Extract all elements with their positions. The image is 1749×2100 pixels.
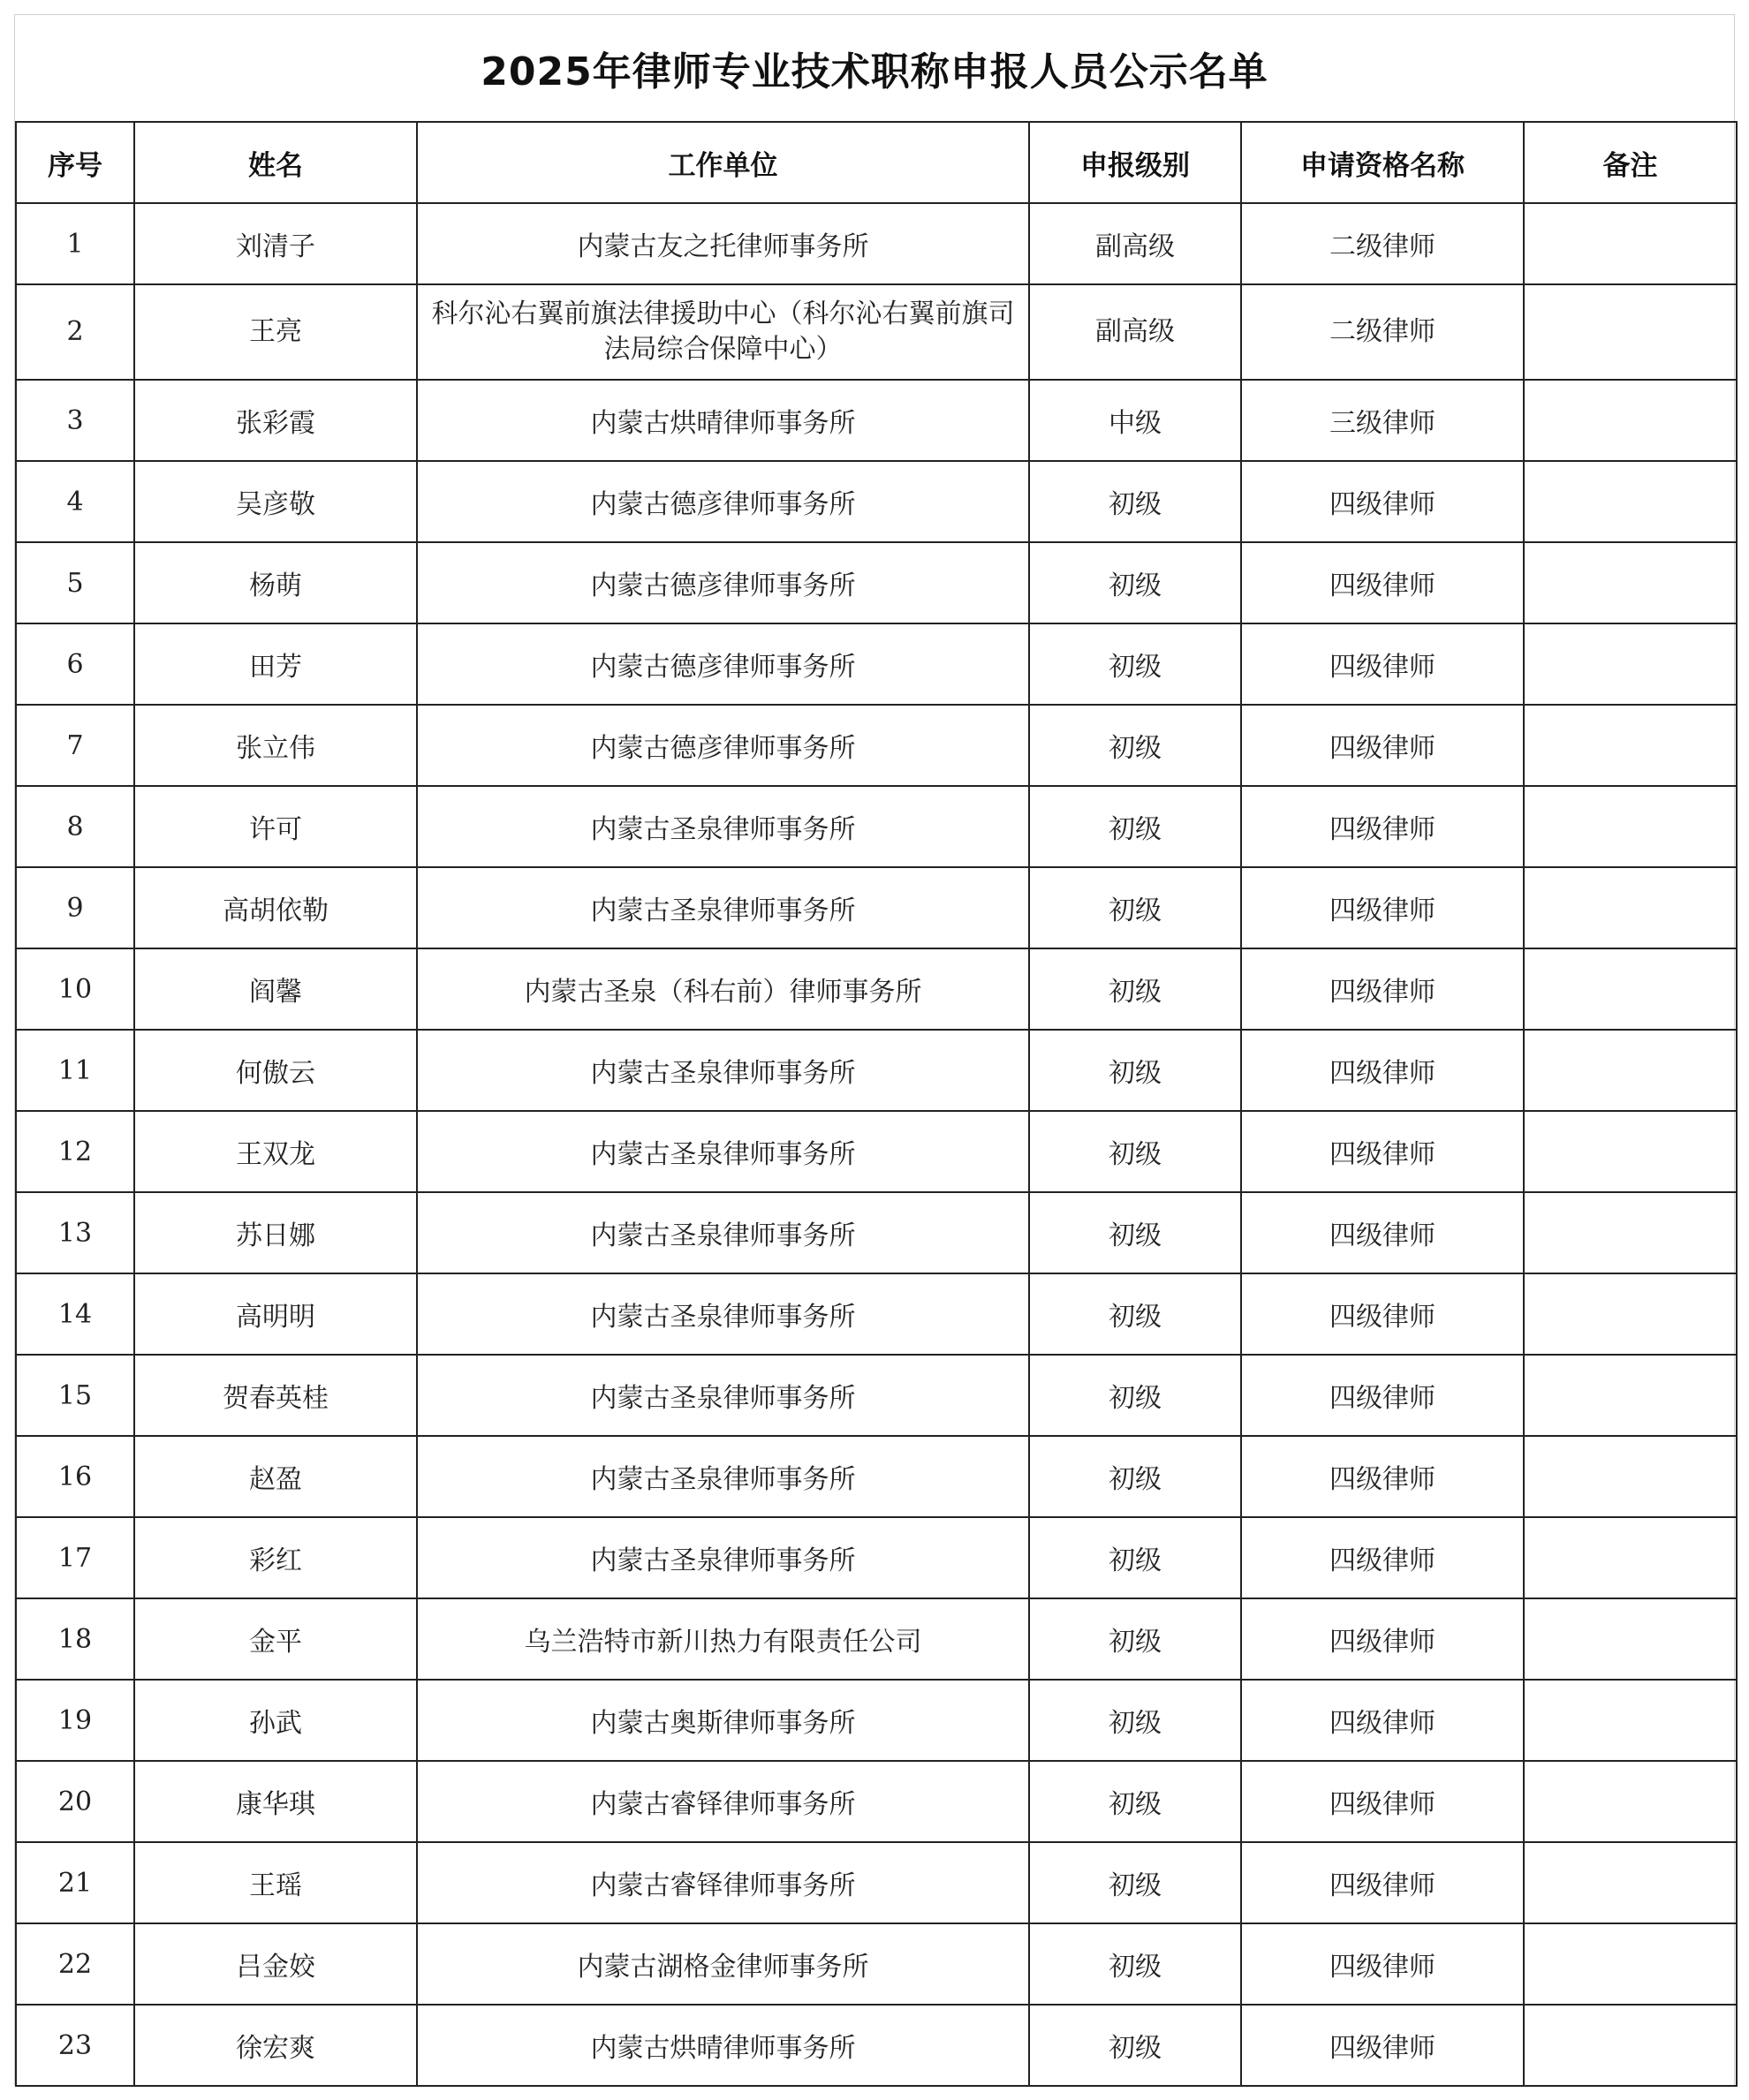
cell-number: 16 [16,1436,134,1517]
cell-level: 初级 [1029,1923,1241,2005]
cell-level: 初级 [1029,2005,1241,2086]
table-row [16,1355,1737,1436]
cell-remark [1524,1517,1737,1598]
cell-name: 杨萌 [134,542,417,623]
cell-number: 20 [16,1761,134,1842]
cell-remark [1524,1761,1737,1842]
cell-number: 11 [16,1030,134,1111]
cell-unit: 内蒙古友之托律师事务所 [417,203,1029,284]
cell-name: 张立伟 [134,705,417,786]
cell-unit: 内蒙古圣泉（科右前）律师事务所 [417,948,1029,1030]
cell-unit: 内蒙古圣泉律师事务所 [417,1111,1029,1192]
cell-remark [1524,380,1737,461]
cell-qualification: 四级律师 [1241,1436,1524,1517]
cell-name: 阎馨 [134,948,417,1030]
cell-level: 初级 [1029,1842,1241,1923]
cell-unit: 内蒙古德彦律师事务所 [417,542,1029,623]
cell-name: 刘清子 [134,203,417,284]
cell-number: 23 [16,2005,134,2086]
table-row [16,284,1737,380]
cell-name: 王亮 [134,284,417,380]
cell-number: 3 [16,380,134,461]
cell-unit: 内蒙古德彦律师事务所 [417,461,1029,542]
cell-level: 初级 [1029,948,1241,1030]
cell-number: 14 [16,1273,134,1355]
cell-level: 初级 [1029,461,1241,542]
cell-name: 贺春英桂 [134,1355,417,1436]
table-row [16,1680,1737,1761]
cell-level: 初级 [1029,623,1241,705]
table-row [16,380,1737,461]
cell-remark [1524,1842,1737,1923]
cell-name: 田芳 [134,623,417,705]
cell-level: 初级 [1029,1355,1241,1436]
cell-level: 初级 [1029,1761,1241,1842]
cell-remark [1524,867,1737,948]
cell-remark [1524,1192,1737,1273]
cell-remark [1524,623,1737,705]
cell-number: 18 [16,1598,134,1680]
cell-level: 初级 [1029,1598,1241,1680]
cell-level: 中级 [1029,380,1241,461]
cell-qualification: 四级律师 [1241,623,1524,705]
cell-qualification: 二级律师 [1241,284,1524,380]
cell-remark [1524,1111,1737,1192]
cell-remark [1524,284,1737,380]
cell-level: 初级 [1029,867,1241,948]
cell-qualification: 四级律师 [1241,867,1524,948]
cell-qualification: 四级律师 [1241,1273,1524,1355]
cell-qualification: 四级律师 [1241,1030,1524,1111]
cell-remark [1524,1598,1737,1680]
cell-number: 6 [16,623,134,705]
cell-unit: 内蒙古圣泉律师事务所 [417,867,1029,948]
cell-name: 王双龙 [134,1111,417,1192]
cell-unit: 乌兰浩特市新川热力有限责任公司 [417,1598,1029,1680]
cell-qualification: 四级律师 [1241,1517,1524,1598]
cell-number: 7 [16,705,134,786]
cell-qualification: 四级律师 [1241,542,1524,623]
cell-number: 8 [16,786,134,867]
cell-number: 19 [16,1680,134,1761]
cell-name: 张彩霞 [134,380,417,461]
cell-number: 4 [16,461,134,542]
cell-name: 金平 [134,1598,417,1680]
cell-unit: 内蒙古烘晴律师事务所 [417,2005,1029,2086]
table-row [16,461,1737,542]
table-row [16,1761,1737,1842]
cell-number: 5 [16,542,134,623]
cell-qualification: 四级律师 [1241,1923,1524,2005]
table-row [16,1923,1737,2005]
cell-remark [1524,1030,1737,1111]
cell-unit: 内蒙古湖格金律师事务所 [417,1923,1029,2005]
cell-name: 何傲云 [134,1030,417,1111]
cell-unit: 内蒙古圣泉律师事务所 [417,1436,1029,1517]
header-name: 姓名 [134,122,417,203]
cell-name: 赵盈 [134,1436,417,1517]
cell-qualification: 四级律师 [1241,1598,1524,1680]
cell-number: 10 [16,948,134,1030]
cell-remark [1524,1680,1737,1761]
cell-number: 21 [16,1842,134,1923]
cell-remark [1524,1436,1737,1517]
cell-unit: 内蒙古烘晴律师事务所 [417,380,1029,461]
cell-unit: 内蒙古圣泉律师事务所 [417,1517,1029,1598]
table-row [16,1598,1737,1680]
cell-qualification: 四级律师 [1241,461,1524,542]
cell-qualification: 四级律师 [1241,1192,1524,1273]
cell-name: 彩红 [134,1517,417,1598]
cell-level: 初级 [1029,1517,1241,1598]
header-qualification: 申请资格名称 [1241,122,1524,203]
cell-number: 17 [16,1517,134,1598]
cell-unit: 内蒙古圣泉律师事务所 [417,1030,1029,1111]
cell-qualification: 三级律师 [1241,380,1524,461]
cell-name: 吕金姣 [134,1923,417,2005]
cell-number: 2 [16,284,134,380]
cell-level: 初级 [1029,1030,1241,1111]
cell-number: 22 [16,1923,134,2005]
cell-remark [1524,461,1737,542]
table-row [16,867,1737,948]
cell-remark [1524,948,1737,1030]
table-row [16,2005,1737,2086]
cell-unit: 内蒙古圣泉律师事务所 [417,1355,1029,1436]
header-level: 申报级别 [1029,122,1241,203]
cell-qualification: 四级律师 [1241,1111,1524,1192]
cell-name: 高明明 [134,1273,417,1355]
cell-number: 1 [16,203,134,284]
table-row [16,1842,1737,1923]
cell-qualification: 四级律师 [1241,705,1524,786]
cell-unit: 内蒙古德彦律师事务所 [417,623,1029,705]
cell-level: 初级 [1029,542,1241,623]
cell-remark [1524,786,1737,867]
cell-qualification: 四级律师 [1241,1355,1524,1436]
table-row [16,1517,1737,1598]
document-title: 2025年律师专业技术职称申报人员公示名单 [481,49,1268,94]
cell-unit: 内蒙古睿铎律师事务所 [417,1761,1029,1842]
cell-name: 康华琪 [134,1761,417,1842]
cell-remark [1524,1923,1737,2005]
cell-name: 苏日娜 [134,1192,417,1273]
header-remark: 备注 [1524,122,1737,203]
cell-remark [1524,705,1737,786]
table-row [16,1192,1737,1273]
cell-name: 王瑶 [134,1842,417,1923]
cell-qualification: 四级律师 [1241,1842,1524,1923]
cell-number: 9 [16,867,134,948]
cell-qualification: 二级律师 [1241,203,1524,284]
cell-qualification: 四级律师 [1241,1761,1524,1842]
cell-unit: 内蒙古睿铎律师事务所 [417,1842,1029,1923]
cell-number: 13 [16,1192,134,1273]
cell-level: 初级 [1029,786,1241,867]
cell-remark [1524,1355,1737,1436]
table-row [16,1436,1737,1517]
cell-unit: 内蒙古奥斯律师事务所 [417,1680,1029,1761]
cell-unit: 科尔沁右翼前旗法律援助中心（科尔沁右翼前旗司法局综合保障中心） [417,284,1029,380]
cell-remark [1524,542,1737,623]
header-row [16,122,1737,203]
table-row [16,623,1737,705]
cell-name: 许可 [134,786,417,867]
cell-level: 初级 [1029,705,1241,786]
cell-level: 初级 [1029,1436,1241,1517]
cell-level: 副高级 [1029,284,1241,380]
cell-level: 初级 [1029,1273,1241,1355]
cell-level: 初级 [1029,1111,1241,1192]
cell-name: 高胡依勒 [134,867,417,948]
cell-qualification: 四级律师 [1241,786,1524,867]
header-number: 序号 [16,122,134,203]
document-sheet [14,14,1735,2086]
cell-unit: 内蒙古圣泉律师事务所 [417,1192,1029,1273]
table-row [16,203,1737,284]
cell-remark [1524,1273,1737,1355]
table-row [16,1030,1737,1111]
table-row [16,705,1737,786]
roster-body [16,203,1737,2086]
cell-qualification: 四级律师 [1241,948,1524,1030]
cell-qualification: 四级律师 [1241,1680,1524,1761]
roster-table [15,121,1738,2087]
cell-level: 初级 [1029,1680,1241,1761]
table-row [16,948,1737,1030]
cell-level: 初级 [1029,1192,1241,1273]
cell-unit: 内蒙古圣泉律师事务所 [417,1273,1029,1355]
cell-name: 孙武 [134,1680,417,1761]
cell-unit: 内蒙古德彦律师事务所 [417,705,1029,786]
cell-name: 吴彦敬 [134,461,417,542]
cell-number: 12 [16,1111,134,1192]
cell-number: 15 [16,1355,134,1436]
table-row [16,1111,1737,1192]
header-unit: 工作单位 [417,122,1029,203]
cell-qualification: 四级律师 [1241,2005,1524,2086]
cell-remark [1524,2005,1737,2086]
table-row [16,1273,1737,1355]
cell-name: 徐宏爽 [134,2005,417,2086]
table-row [16,786,1737,867]
cell-unit: 内蒙古圣泉律师事务所 [417,786,1029,867]
cell-remark [1524,203,1737,284]
table-row [16,542,1737,623]
cell-level: 副高级 [1029,203,1241,284]
